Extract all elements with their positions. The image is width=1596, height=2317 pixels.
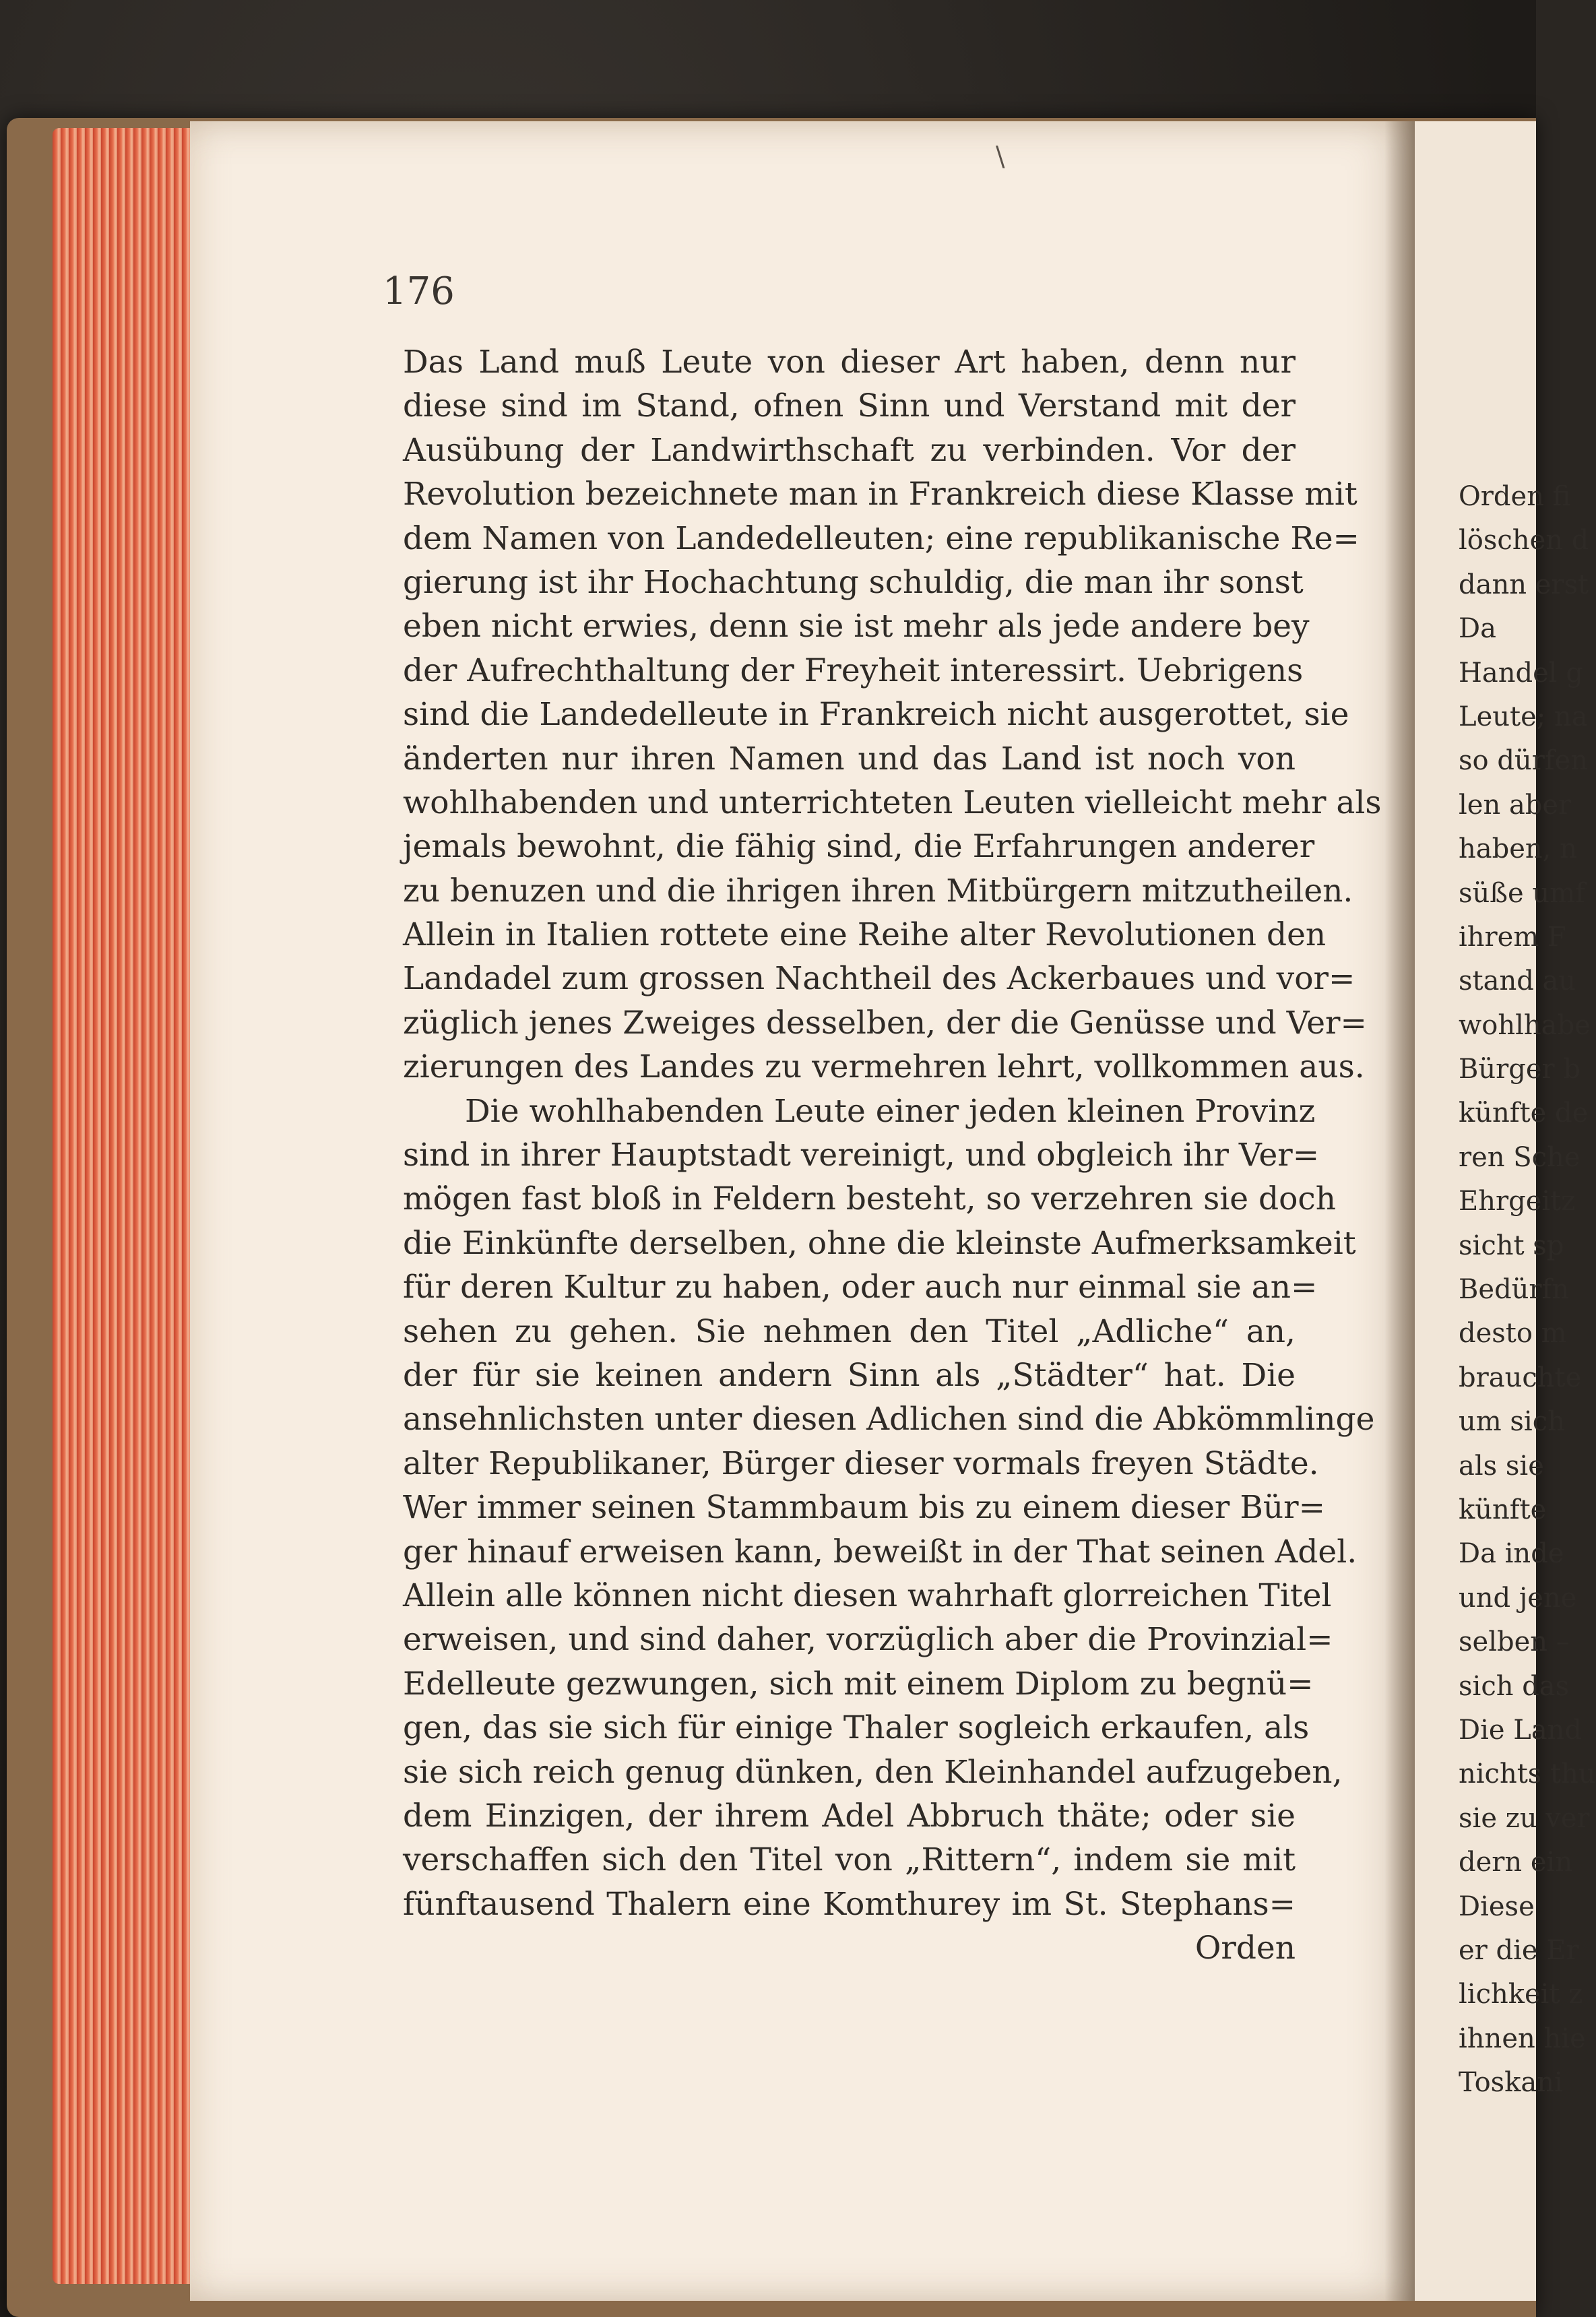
- text-line: dem Einzigen, der ihrem Adel Abbruch thäte; oder sie: [403, 1797, 1296, 1835]
- right-page-line: nichts thu: [1459, 1758, 1596, 1790]
- text-line: jemals bewohnt, die fähig sind, die Erfahrungen anderer: [403, 828, 1315, 866]
- right-page-fragment: [1415, 121, 1596, 2301]
- text-line: sind in ihrer Hauptstadt vereinigt, und obgleich ihr Ver=: [403, 1137, 1320, 1174]
- catchword: Orden: [1194, 1930, 1296, 1967]
- text-line: Landadel zum grossen Nachtheil des Ackerbaues und vor=: [403, 960, 1355, 998]
- right-page-line: desto m: [1459, 1318, 1567, 1350]
- text-line: zierungen des Landes zu vermehren lehrt, vollkommen aus.: [403, 1048, 1365, 1086]
- text-line: Allein alle können nicht diesen wahrhaft glorreichen Titel: [403, 1577, 1332, 1614]
- page-number: 176: [383, 269, 455, 313]
- text-line: verschaffen sich den Titel von „Rittern“, indem sie mit: [403, 1841, 1296, 1879]
- text-line: gierung ist ihr Hochachtung schuldig, die man ihr sonst: [403, 563, 1304, 601]
- text-line: Edelleute gezwungen, sich mit einem Diplom zu begnü=: [403, 1665, 1314, 1703]
- right-page-line: künfte: [1459, 1494, 1547, 1525]
- page-mark: \: [996, 141, 1005, 172]
- right-page-line: so dürfen: [1459, 745, 1589, 777]
- right-page-line: Handel g: [1459, 657, 1583, 689]
- right-page-line: künfte de: [1459, 1098, 1589, 1129]
- right-page-line: Da inde: [1459, 1538, 1564, 1570]
- right-page-line: haben, n: [1459, 833, 1577, 865]
- right-page-line: Leute; na: [1459, 701, 1588, 732]
- text-line: dem Namen von Landedelleuten; eine republikanische Re=: [403, 519, 1360, 557]
- text-line: Das Land muß Leute von dieser Art haben, denn nur: [403, 344, 1296, 381]
- text-line: Die wohlhabenden Leute einer jeden kleinen Provinz: [465, 1092, 1316, 1130]
- right-page-line: um sich: [1459, 1406, 1565, 1438]
- right-page-line: Bedürfn: [1459, 1274, 1570, 1306]
- text-line: sie sich reich genug dünken, den Kleinhandel aufzugeben,: [403, 1753, 1343, 1791]
- right-page-line: ihnen hie: [1459, 2023, 1586, 2054]
- text-line: Allein in Italien rottete eine Reihe alter Revolutionen den: [403, 916, 1327, 954]
- right-page-line: stand au: [1459, 965, 1576, 997]
- right-page-line: löschen d: [1459, 525, 1589, 557]
- right-page-line: Ehrgeitz: [1459, 1186, 1576, 1217]
- text-line: sehen zu gehen. Sie nehmen den Titel „Adliche“ an,: [403, 1312, 1296, 1350]
- right-page-text: [1415, 475, 1596, 2105]
- text-line: diese sind im Stand, ofnen Sinn und Verstand mit der: [403, 387, 1296, 425]
- right-page-line: Bürger b: [1459, 1054, 1581, 1085]
- right-page-line: Diese: [1459, 1891, 1535, 1922]
- text-line: für deren Kultur zu haben, oder auch nur einmal sie an=: [403, 1269, 1318, 1306]
- text-line: der Aufrechthaltung der Freyheit interessirt. Uebrigens: [403, 652, 1304, 689]
- right-page-line: sich das: [1459, 1670, 1570, 1702]
- right-page-line: sie zu ver: [1459, 1802, 1590, 1834]
- text-line: zu benuzen und die ihrigen ihren Mitbürgern mitzutheilen.: [403, 872, 1353, 910]
- text-line: ger hinauf erweisen kann, beweißt in der That seinen Adel.: [403, 1533, 1358, 1570]
- right-page-line: len aber: [1459, 789, 1572, 821]
- right-page-line: er die Er: [1459, 1934, 1579, 1966]
- text-line: sind die Landedelleute in Frankreich nicht ausgerottet, sie: [403, 696, 1349, 734]
- right-page-line: dann erst: [1459, 569, 1589, 600]
- text-line: Wer immer seinen Stammbaum bis zu einem dieser Bür=: [403, 1489, 1325, 1527]
- text-line: der für sie keinen andern Sinn als „Städter“ hat. Die: [403, 1356, 1296, 1394]
- right-page-line: und jene: [1459, 1582, 1577, 1614]
- right-page-line: ren Sche: [1459, 1141, 1581, 1173]
- right-page-line: lichkeit z: [1459, 1979, 1583, 2010]
- text-line: änderten nur ihren Namen und das Land ist noch von: [403, 740, 1296, 777]
- text-line: ansehnlichsten unter diesen Adlichen sind die Abkömmlinge: [403, 1401, 1375, 1438]
- text-line: fünftausend Thalern eine Komthurey im St. Stephans=: [403, 1885, 1296, 1923]
- right-page-line: Da: [1459, 613, 1496, 645]
- text-line: erweisen, und sind daher, vorzüglich aber die Provinzial=: [403, 1621, 1333, 1659]
- right-page-line: Die Land: [1459, 1714, 1583, 1746]
- right-page-line: Orden fi: [1459, 481, 1571, 512]
- right-page-line: sicht sp: [1459, 1230, 1564, 1261]
- page-edges: [53, 128, 202, 2284]
- text-line: Ausübung der Landwirthschaft zu verbinden. Vor der: [403, 431, 1296, 469]
- right-page-line: als sie: [1459, 1450, 1544, 1482]
- text-line: die Einkünfte derselben, ohne die kleinste Aufmerksamkeit: [403, 1224, 1356, 1262]
- text-line: züglich jenes Zweiges desselben, der die Genüsse und Ver=: [403, 1004, 1367, 1042]
- right-page-line: Toskani: [1459, 2067, 1563, 2099]
- right-page-line: brauchte: [1459, 1362, 1582, 1393]
- text-line: gen, das sie sich für einige Thaler sogleich erkaufen, als: [403, 1709, 1310, 1747]
- text-line: Revolution bezeichnete man in Frankreich diese Klasse mit: [403, 476, 1358, 513]
- right-page-line: wohlhabe: [1459, 1009, 1591, 1041]
- text-line: alter Republikaner, Bürger dieser vormals freyen Städte.: [403, 1445, 1319, 1482]
- right-page-line: ihrem F: [1459, 921, 1566, 953]
- right-page-line: dern ein: [1459, 1847, 1573, 1878]
- text-line: eben nicht erwies, denn sie ist mehr als jede andere bey: [403, 608, 1310, 645]
- body-text: [403, 340, 1382, 1970]
- text-line: mögen fast bloß in Feldern besteht, so verzehren sie doch: [403, 1180, 1336, 1218]
- text-line: wohlhabenden und unterrichteten Leuten vielleicht mehr als: [403, 784, 1382, 821]
- right-page-line: selben –: [1459, 1626, 1570, 1658]
- right-page-line: süße umf: [1459, 877, 1585, 909]
